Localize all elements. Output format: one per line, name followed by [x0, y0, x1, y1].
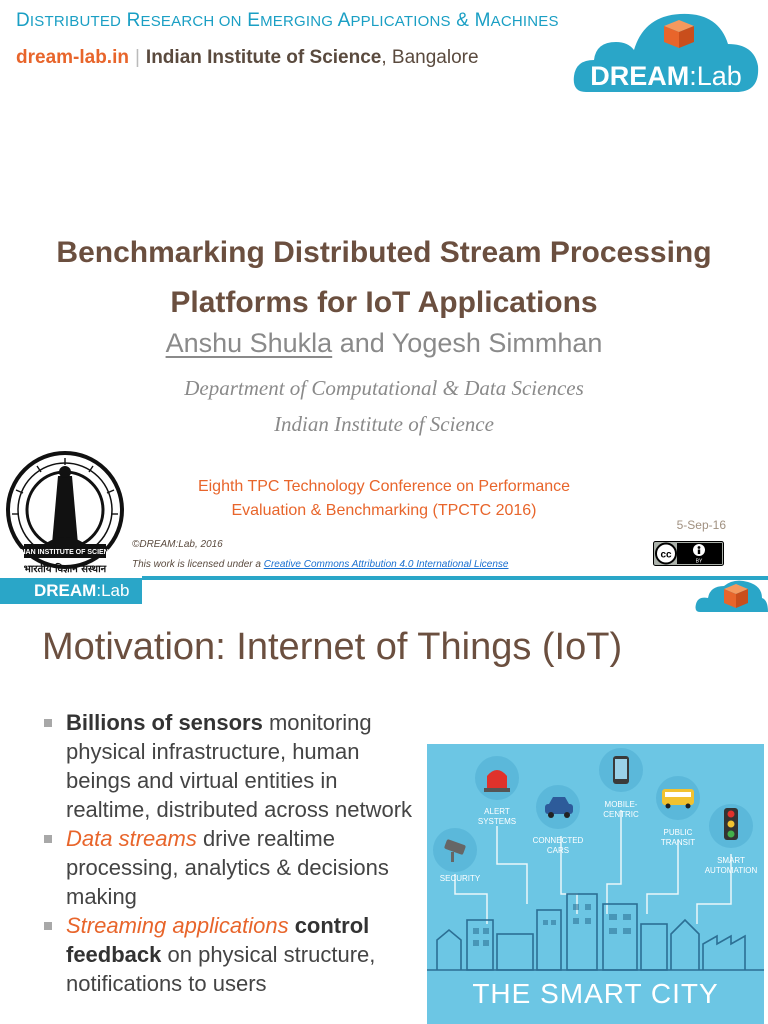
header-rule	[142, 576, 768, 580]
license-link[interactable]: Creative Commons Attribution 4.0 International License	[263, 559, 509, 570]
smart-city-illustration	[427, 744, 764, 1024]
label-mobile-centric: MOBILE- CENTRIC	[603, 800, 639, 819]
presentation-title: Benchmarking Distributed Stream Processing Platforms for IoT Applications	[56, 236, 712, 319]
label-public-transit: PUBLIC TRANSIT	[660, 828, 696, 847]
iisc-seal-logo	[2, 448, 128, 576]
motivation-slide	[0, 576, 768, 1024]
bullet-item: Billions of sensors monitoring physical infrastructure, human beings and virtual entities in realtime, distributed across network	[44, 708, 424, 824]
author-link[interactable]: Anshu Shukla	[165, 328, 333, 358]
car-icon	[536, 785, 580, 829]
svg-text:BY: BY	[695, 558, 703, 565]
cloud-cube-icon	[694, 576, 768, 614]
label-security: SECURITY	[439, 874, 481, 883]
affiliation: Department of Computational & Data Sciences Indian Institute of Science	[184, 376, 584, 436]
svg-text:DREAM:Lab: DREAM:Lab	[590, 61, 742, 91]
cube-icon	[664, 20, 694, 48]
lab-full-name: DISTRIBUTED RESEARCH ON EMERGING APPLICATIONS & MACHINES	[16, 10, 559, 31]
slide-date: 5-Sep-16	[676, 518, 726, 532]
copyright-text: ©DREAM:Lab, 2016	[132, 539, 223, 550]
header-logo-text: DREAM:Lab	[34, 581, 130, 600]
authors: Anshu Shukla and Yogesh Simmhan	[165, 328, 603, 358]
camera-icon	[433, 828, 477, 872]
lab-affiliation: dream-lab.in | Indian Institute of Science, Bangalore	[16, 47, 479, 68]
phone-icon	[599, 748, 643, 792]
bus-icon	[656, 776, 700, 820]
cc-by-badge[interactable]	[653, 541, 724, 566]
dreamlab-logo	[568, 4, 764, 96]
label-connected-cars: CONNECTED CARS	[532, 836, 584, 855]
bullet-item: Data streams drive realtime processing, analytics & decisions making	[44, 824, 424, 911]
label-smart-automation: SMART AUTOMATION	[704, 856, 758, 875]
svg-text:INDIAN INSTITUTE OF SCIENCE: INDIAN INSTITUTE OF SCIENCE	[11, 549, 119, 556]
bullet-list	[44, 708, 424, 998]
label-alert-systems: ALERT SYSTEMS	[477, 807, 517, 826]
slide-title: Motivation: Internet of Things (IoT)	[42, 626, 623, 668]
traffic-light-icon	[709, 804, 753, 848]
bullet-item: Streaming applications control feedback on physical structure, notifications to users	[44, 911, 424, 998]
siren-icon	[475, 756, 519, 800]
svg-text:भारतीय विज्ञान संस्थान: भारतीय विज्ञान संस्थान	[23, 564, 107, 575]
license-text: This work is licensed under a Creative Commons Attribution 4.0 International License	[132, 559, 509, 570]
smart-city-title: THE SMART CITY	[472, 978, 719, 1009]
conference-name: Eighth TPC Technology Conference on Performance Evaluation & Benchmarking (TPCTC 2016)	[197, 478, 571, 519]
svg-text:cc: cc	[660, 549, 672, 561]
lab-url-link[interactable]: dream-lab.in	[16, 47, 129, 68]
